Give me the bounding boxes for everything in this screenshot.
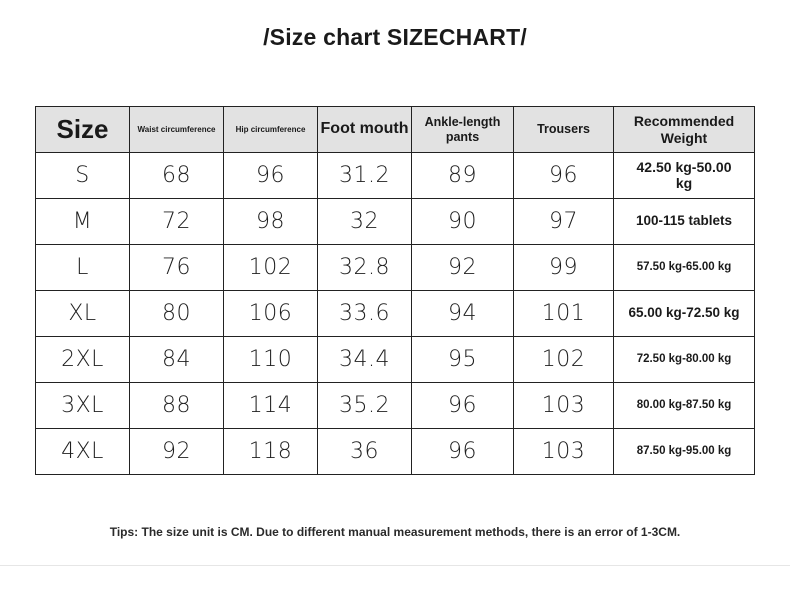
table-row [36, 383, 755, 429]
cell-ankle-length: 89 [412, 153, 514, 199]
cell-weight: 57.50 kg-65.00 kg [614, 245, 755, 291]
table-row [36, 429, 755, 475]
cell-waist: 92 [130, 429, 224, 475]
cell-weight: 80.00 kg-87.50 kg [614, 383, 755, 429]
cell-hip: 106 [224, 291, 318, 337]
cell-waist: 80 [130, 291, 224, 337]
header-size: Size [36, 107, 130, 153]
cell-foot-mouth: 31.2 [318, 153, 412, 199]
cell-hip: 110 [224, 337, 318, 383]
cell-size: 4XL [36, 429, 130, 475]
cell-hip: 114 [224, 383, 318, 429]
cell-ankle-length: 96 [412, 429, 514, 475]
cell-foot-mouth: 32.8 [318, 245, 412, 291]
tips-note: Tips: The size unit is CM. Due to different manual measurement methods, there is an error of 1-3CM. [109, 525, 681, 539]
cell-weight: 42.50 kg-50.00 kg [614, 153, 755, 199]
cell-trousers: 96 [514, 153, 614, 199]
header-trousers: Trousers [514, 107, 614, 153]
cell-size: XL [36, 291, 130, 337]
cell-trousers: 102 [514, 337, 614, 383]
cell-trousers: 101 [514, 291, 614, 337]
cell-size: L [36, 245, 130, 291]
page-title: /Size chart SIZECHART/ [263, 24, 527, 50]
header-hip: Hip circumference [224, 107, 318, 153]
table-row [36, 199, 755, 245]
header-recommended-weight: Recommended Weight [614, 107, 755, 153]
cell-weight: 100-115 tablets [614, 199, 755, 245]
header-waist: Waist circumference [130, 107, 224, 153]
cell-hip: 96 [224, 153, 318, 199]
cell-hip: 118 [224, 429, 318, 475]
cell-size: 2XL [36, 337, 130, 383]
cell-trousers: 103 [514, 383, 614, 429]
cell-trousers: 99 [514, 245, 614, 291]
cell-foot-mouth: 32 [318, 199, 412, 245]
table-row [36, 337, 755, 383]
cell-weight: 72.50 kg-80.00 kg [614, 337, 755, 383]
cell-waist: 72 [130, 199, 224, 245]
cell-size: 3XL [36, 383, 130, 429]
cell-foot-mouth: 33.6 [318, 291, 412, 337]
cell-weight: 65.00 kg-72.50 kg [614, 291, 755, 337]
header-row [36, 107, 755, 153]
size-chart-table [35, 106, 755, 475]
cell-size: S [36, 153, 130, 199]
cell-foot-mouth: 36 [318, 429, 412, 475]
cell-ankle-length: 95 [412, 337, 514, 383]
cell-hip: 98 [224, 199, 318, 245]
cell-ankle-length: 90 [412, 199, 514, 245]
cell-trousers: 97 [514, 199, 614, 245]
cell-ankle-length: 96 [412, 383, 514, 429]
cell-waist: 84 [130, 337, 224, 383]
cell-waist: 88 [130, 383, 224, 429]
cell-waist: 68 [130, 153, 224, 199]
table-row [36, 153, 755, 199]
cell-foot-mouth: 34.4 [318, 337, 412, 383]
cell-foot-mouth: 35.2 [318, 383, 412, 429]
cell-size: M [36, 199, 130, 245]
divider [0, 565, 790, 566]
cell-waist: 76 [130, 245, 224, 291]
cell-hip: 102 [224, 245, 318, 291]
header-ankle-length: Ankle-length pants [412, 107, 514, 153]
table-row [36, 245, 755, 291]
cell-trousers: 103 [514, 429, 614, 475]
cell-ankle-length: 94 [412, 291, 514, 337]
table-row [36, 291, 755, 337]
header-foot-mouth: Foot mouth [318, 107, 412, 153]
cell-ankle-length: 92 [412, 245, 514, 291]
cell-weight: 87.50 kg-95.00 kg [614, 429, 755, 475]
